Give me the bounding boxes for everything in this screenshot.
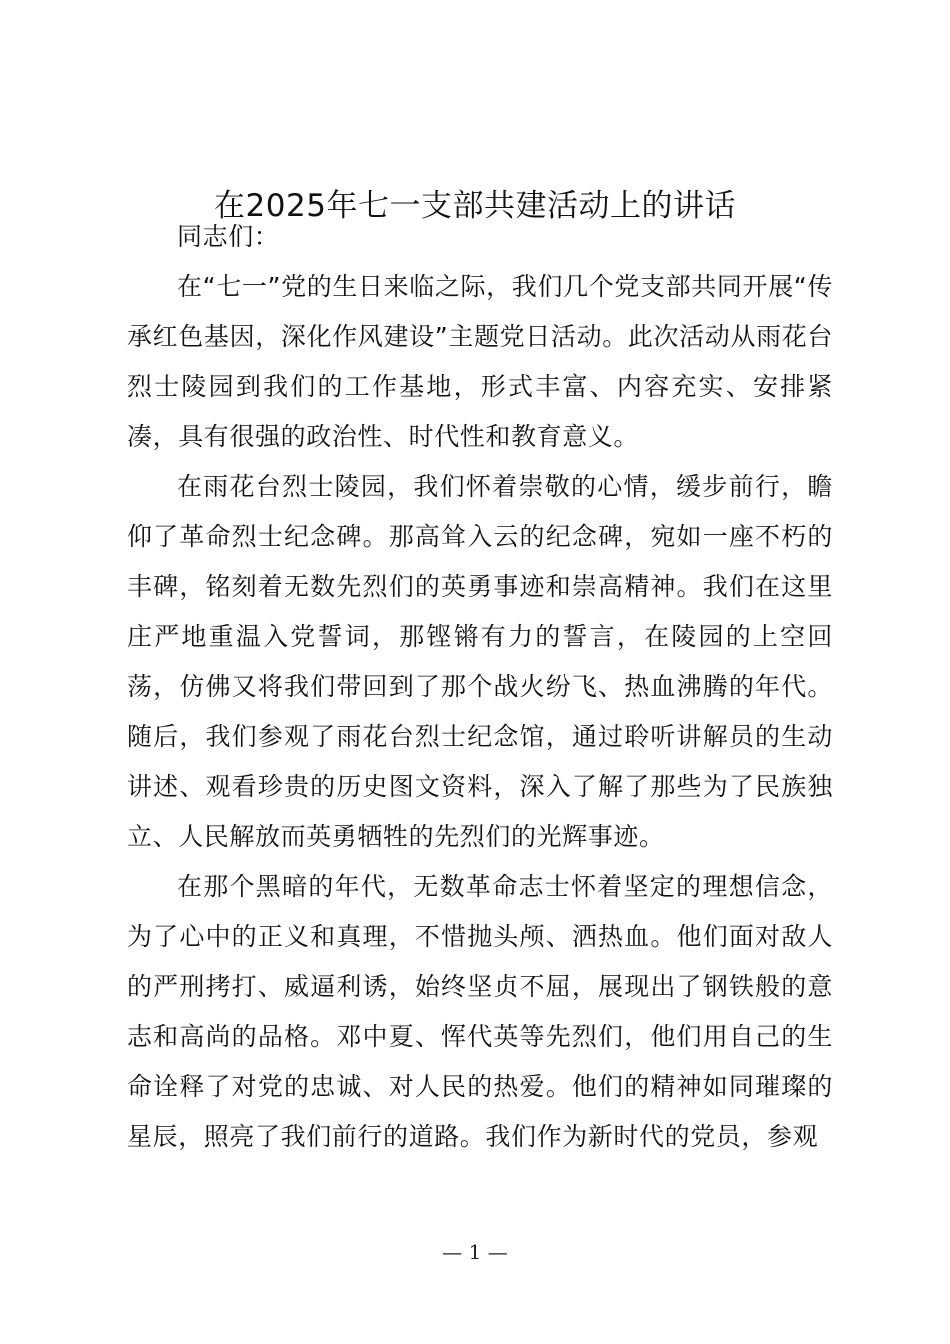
salutation: 同志们：: [177, 222, 280, 251]
paragraph-3: 在那个黑暗的年代，无数革命志士怀着坚定的理想信念，为了心中的正义和真理，不惜抛头颅、洒热血。他们面对敌人的严刑拷打、威逼利诱，始终坚贞不屈，展现出了钢铁般的意志和高尚的品格。邓中夏、恽代英等先烈们，他们用自己的生命诠释了对党的忠诚、对人民的热爱。他们的精神如同璀璨的星辰，照亮了我们前行的道路。我们作为新时代的党员，参观: [127, 872, 833, 1151]
paragraph-1: 在“七一”党的生日来临之际，我们几个党支部共同开展“传承红色基因，深化作风建设”主题党日活动。此次活动从雨花台烈士陵园到我们的工作基地，形式丰富、内容充实、安排紧凑，具有很强的政治性、时代性和教育意义。: [127, 272, 833, 451]
document-body: [127, 212, 833, 1162]
document-title: 在2025年七一支部共建活动上的讲话: [214, 188, 736, 224]
paragraph-2: 在雨花台烈士陵园，我们怀着崇敬的心情，缓步前行，瞻仰了革命烈士纪念碑。那高耸入云的纪念碑，宛如一座不朽的丰碑，铭刻着无数先烈们的英勇事迹和崇高精神。我们在这里庄严地重温入党誓词，那铿锵有力的誓言，在陵园的上空回荡，仿佛又将我们带回到了那个战火纷飞、热血沸腾的年代。随后，我们参观了雨花台烈士纪念馆，通过聆听讲解员的生动讲述、观看珍贵的历史图文资料，深入了解了那些为了民族独立、人民解放而英勇牺牲的先烈们的光辉事迹。: [127, 472, 833, 851]
page-number: — 1 —: [442, 1240, 508, 1264]
